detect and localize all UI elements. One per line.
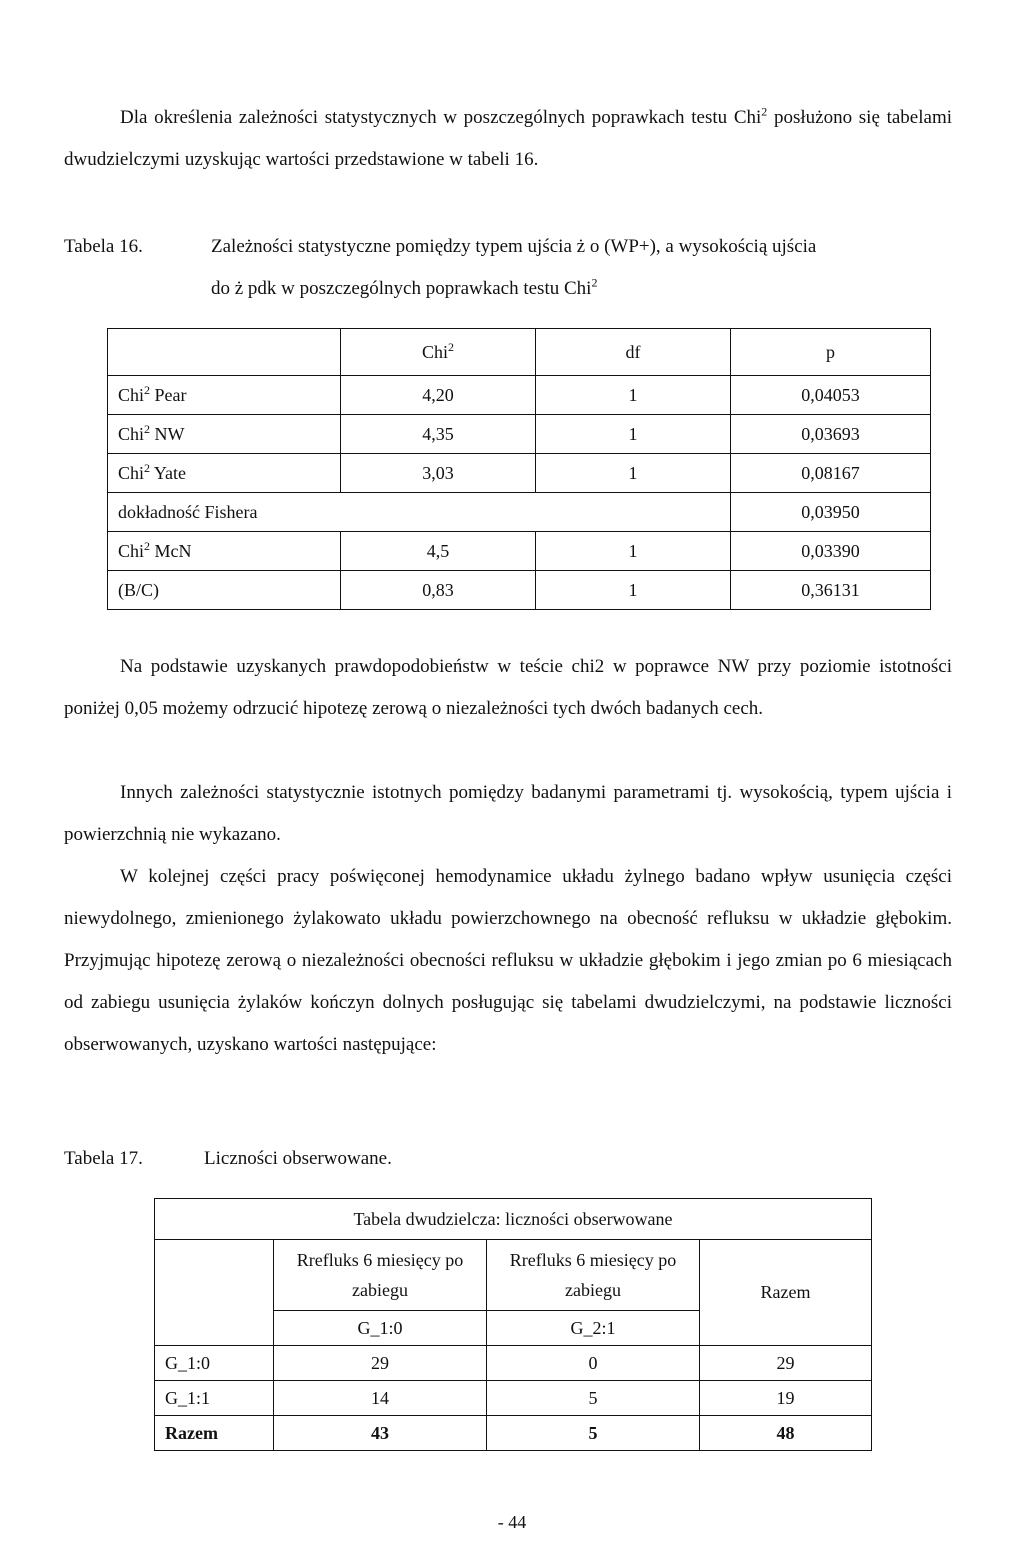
row-label: Razem <box>155 1416 274 1451</box>
paragraph-2: Innych zależności statystycznie istotnych pomiędzy badanymi parametrami tj. wysokością, typem ujścia i powierzchnią nie wykazano. <box>64 782 952 845</box>
cell-p: 0,08167 <box>731 454 931 493</box>
cell-chi: 3,03 <box>341 454 536 493</box>
table16-header-empty <box>108 329 341 376</box>
row-label-text: (B/C) <box>118 579 160 600</box>
cell-p: 0,03693 <box>731 415 931 454</box>
table17-col2-head: Rrefluks 6 miesięcy po zabiegu <box>487 1240 700 1311</box>
table-17 <box>154 1198 872 1451</box>
table17-title: Tabela dwudzielcza: liczności obserwowane <box>155 1199 872 1240</box>
table-row <box>108 415 931 454</box>
row-label-text: dokładność Fishera <box>118 501 258 522</box>
intro-text: Dla określenia zależności statystycznych w poszczególnych poprawkach testu Chi <box>120 107 762 128</box>
table17-col3-head: Razem <box>700 1240 872 1346</box>
intro-text-2: posłużono się tabelami dwudzielczymi uzyskując wartości przedstawione w tabeli 16. <box>64 107 952 170</box>
row-label-sup: 2 <box>144 460 151 475</box>
table17-col2-sub: G_2:1 <box>487 1311 700 1346</box>
intro-sup: 2 <box>761 104 768 119</box>
table-row <box>155 1381 872 1416</box>
table-row <box>108 493 931 532</box>
table-16 <box>107 328 931 610</box>
cell-chi: 4,20 <box>341 376 536 415</box>
row-label-sup: 2 <box>144 382 151 397</box>
cell-value: 0 <box>487 1346 700 1381</box>
table-row <box>108 454 931 493</box>
row-label-sup: 2 <box>144 421 151 436</box>
cell-total: 19 <box>700 1381 872 1416</box>
table16-caption-line2 <box>211 268 597 310</box>
row-label <box>108 493 731 532</box>
row-label <box>108 376 341 415</box>
table16-label: Tabela 16. <box>64 236 143 257</box>
table16-caption-sup: 2 <box>591 275 598 290</box>
paragraph-3: W kolejnej części pracy poświęconej hemodynamice układu żylnego badano wpływ usunięcia części niewydolnego, zmienionego żylakowato układu powierzchownego na obecność refluksu w układzie głębokim. Przyjmując hipotezę zerową o niezależności obecności refluksu w układzie głębokim i jego zmian po 6 miesiącach od zabiegu usunięcia żylaków kończyn dolnych posługując się tabelami dwudzielczymi, na podstawie liczności obserwowanych, uzyskano wartości następujące: <box>64 866 952 1055</box>
cell-df: 1 <box>536 376 731 415</box>
row-label-suffix: NW <box>150 423 185 444</box>
row-label-text: Chi <box>118 423 145 444</box>
table-row <box>155 1416 872 1451</box>
cell-value: 14 <box>274 1381 487 1416</box>
row-label <box>108 454 341 493</box>
table17-header-row <box>155 1240 872 1311</box>
table16-header-chi-text: Chi <box>421 341 448 362</box>
cell-p: 0,03950 <box>731 493 931 532</box>
row-label: G_1:0 <box>155 1346 274 1381</box>
row-label <box>108 571 341 610</box>
table16-header-row <box>108 329 931 376</box>
cell-p: 0,03390 <box>731 532 931 571</box>
table16-header-p: p <box>731 329 931 376</box>
cell-df: 1 <box>536 571 731 610</box>
table-row <box>108 376 931 415</box>
cell-total: 29 <box>700 1346 872 1381</box>
page-number: - 44 <box>497 1512 527 1532</box>
row-label-suffix: McN <box>150 540 192 561</box>
cell-value: 5 <box>487 1416 700 1451</box>
cell-chi: 4,5 <box>341 532 536 571</box>
intro-paragraph <box>64 97 952 181</box>
row-label-text: Chi <box>118 540 145 561</box>
cell-p: 0,36131 <box>731 571 931 610</box>
cell-value: 5 <box>487 1381 700 1416</box>
cell-df: 1 <box>536 532 731 571</box>
cell-chi: 0,83 <box>341 571 536 610</box>
paragraph-1: Na podstawie uzyskanych prawdopodobieństw w teście chi2 w poprawce NW przy poziomie istotności poniżej 0,05 możemy odrzucić hipotezę zerową o niezależności tych dwóch badanych cech. <box>64 656 952 719</box>
table17-corner <box>155 1240 274 1346</box>
table17-title-row <box>155 1199 872 1240</box>
table16-header-df: df <box>536 329 731 376</box>
row-label: G_1:1 <box>155 1381 274 1416</box>
cell-value: 29 <box>274 1346 487 1381</box>
table16-header-chi <box>341 329 536 376</box>
cell-p: 0,04053 <box>731 376 931 415</box>
table-row <box>155 1346 872 1381</box>
row-label-text: Chi <box>118 462 145 483</box>
table16-caption-line2-text: do ż pdk w poszczególnych poprawkach testu Chi <box>211 278 592 299</box>
row-label-suffix: Pear <box>150 384 187 405</box>
table16-header-chi-sup: 2 <box>448 339 454 354</box>
row-label <box>108 415 341 454</box>
row-label-text: Chi <box>118 384 145 405</box>
row-label-suffix: Yate <box>150 462 187 483</box>
row-label <box>108 532 341 571</box>
table17-caption: Liczności obserwowane. <box>204 1148 392 1169</box>
table17-col1-sub: G_1:0 <box>274 1311 487 1346</box>
cell-df: 1 <box>536 454 731 493</box>
cell-total: 48 <box>700 1416 872 1451</box>
table17-label: Tabela 17. <box>64 1148 143 1169</box>
table-row <box>108 571 931 610</box>
table-row <box>108 532 931 571</box>
table17-col1-head: Rrefluks 6 miesięcy po zabiegu <box>274 1240 487 1311</box>
cell-value: 43 <box>274 1416 487 1451</box>
table16-caption-line1: Zależności statystyczne pomiędzy typem ujścia ż o (WP+), a wysokością ujścia <box>211 236 817 257</box>
row-label-sup: 2 <box>144 538 151 553</box>
cell-chi: 4,35 <box>341 415 536 454</box>
cell-df: 1 <box>536 415 731 454</box>
